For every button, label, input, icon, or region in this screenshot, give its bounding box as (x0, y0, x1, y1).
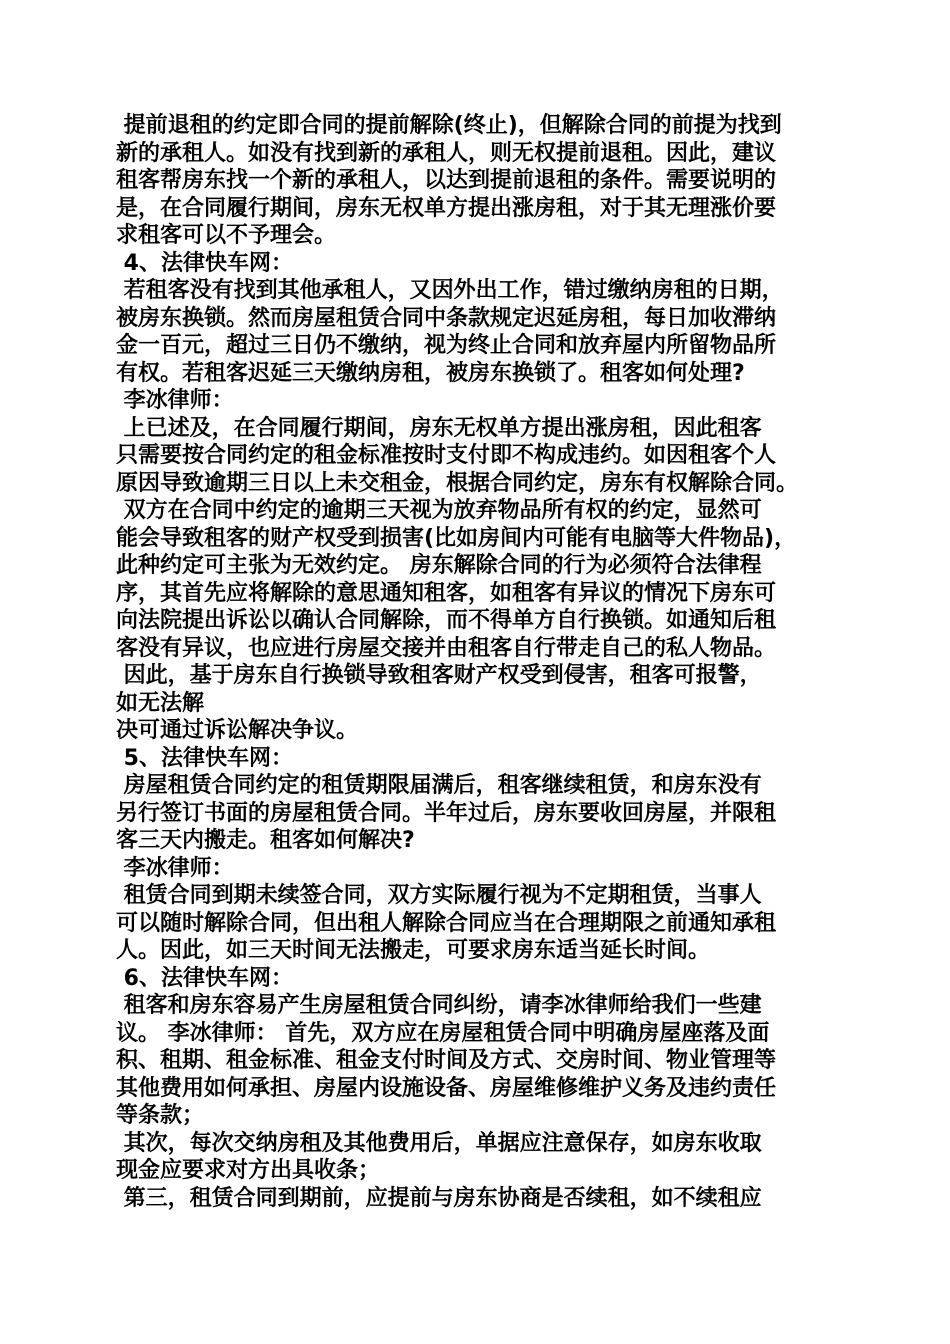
text-line: 是，在合同履行期间，房东无权单方提出涨房租，对于其无理涨价要 (116, 195, 777, 221)
text-line: 原因导致逾期三日以上未交租金，根据合同约定，房东有权解除合同。 (116, 470, 799, 496)
text-line: 第三，租赁合同到期前，应提前与房东协商是否续租，如不续租应 (116, 1185, 762, 1211)
text-line: 6、法律快车网： (116, 965, 293, 991)
text-line: 客三天内搬走。租客如何解决? (116, 828, 415, 853)
text-line: 其他费用如何承担、房屋内设施设备、房屋维修维护义务及违约责任 (116, 1075, 777, 1101)
text-line: 求租客可以不予理会。 (116, 223, 337, 248)
text-line: 序，其首先应将解除的意思通知租客，如租客有异议的情况下房东可 (116, 580, 777, 606)
text-line: 房屋租赁合同约定的租赁期限届满后，租客继续租赁，和房东没有 (116, 773, 762, 798)
text-line: 有权。若租客迟延三天缴纳房租，被房东换锁了。租客如何处理? (116, 360, 745, 386)
text-line: 租赁合同到期未续签合同，双方实际履行视为不定期租赁，当事人 (116, 883, 762, 908)
text-line: 向法院提出诉讼以确认合同解除，而不得单方自行换锁。如通知后租 (116, 608, 777, 633)
text-line: 另行签订书面的房屋租赁合同。半年过后，房东要收回房屋，并限租 (116, 800, 777, 826)
text-line: 租客帮房东找一个新的承租人，以达到提前退租的条件。需要说明的 (116, 168, 777, 193)
text-line: 租客和房东容易产生房屋租赁合同纠纷，请李冰律师给我们一些建 (116, 993, 762, 1018)
text-line: 此种约定可主张为无效约定。 房东解除合同的行为必须符合法律程 (116, 553, 762, 578)
text-line: 决可通过诉讼解决争议。 (116, 718, 359, 743)
text-line: 人。因此，如三天时间无法搬走，可要求房东适当延长时间。 (116, 938, 711, 963)
text-line: 4、法律快车网： (116, 250, 293, 276)
text-line: 因此，基于房东自行换锁导致租客财产权受到侵害，租客可报警， (116, 663, 762, 688)
text-line: 议。 李冰律师： 首先，双方应在房屋租赁合同中明确房屋座落及面 (116, 1020, 770, 1046)
text-line: 若租客没有找到其他承租人，又因外出工作，错过缴纳房租的日期， (116, 278, 784, 303)
text-line: 如无法解 (116, 690, 205, 716)
text-line: 现金应要求对方出具收条； (116, 1158, 381, 1183)
text-line: 李冰律师： (116, 388, 234, 413)
text-line: 被房东换锁。然而房屋租赁合同中条款规定迟延房租，每日加收滞纳 (116, 305, 777, 331)
text-line: 能会导致租客的财产权受到损害(比如房间内可能有电脑等大件物品)， (116, 525, 797, 551)
text-line: 金一百元，超过三日仍不缴纳，视为终止合同和放弃屋内所留物品所 (116, 333, 777, 358)
text-line: 等条款； (116, 1103, 205, 1128)
text-line: 新的承租人。如没有找到新的承租人，则无权提前退租。因此，建议 (116, 140, 777, 166)
text-line: 上已述及，在合同履行期间，房东无权单方提出涨房租，因此租客 (116, 415, 762, 441)
text-line: 提前退租的约定即合同的提前解除(终止)，但解除合同的前提为找到 (116, 113, 782, 138)
text-line: 可以随时解除合同，但出租人解除合同应当在合理期限之前通知承租 (116, 910, 777, 936)
document-body (116, 112, 850, 1212)
text-line: 双方在合同中约定的逾期三天视为放弃物品所有权的约定，显然可 (116, 498, 762, 523)
text-line: 积、租期、租金标准、租金支付时间及方式、交房时间、物业管理等 (116, 1048, 777, 1073)
text-line: 客没有异议，也应进行房屋交接并由租客自行带走自己的私人物品。 (116, 635, 777, 661)
text-line: 5、法律快车网： (116, 745, 293, 771)
text-line: 只需要按合同约定的租金标准按时支付即不构成违约。如因租客个人 (116, 443, 777, 468)
text-line: 李冰律师： (116, 855, 234, 881)
text-line: 其次，每次交纳房租及其他费用后，单据应注意保存，如房东收取 (116, 1130, 762, 1156)
